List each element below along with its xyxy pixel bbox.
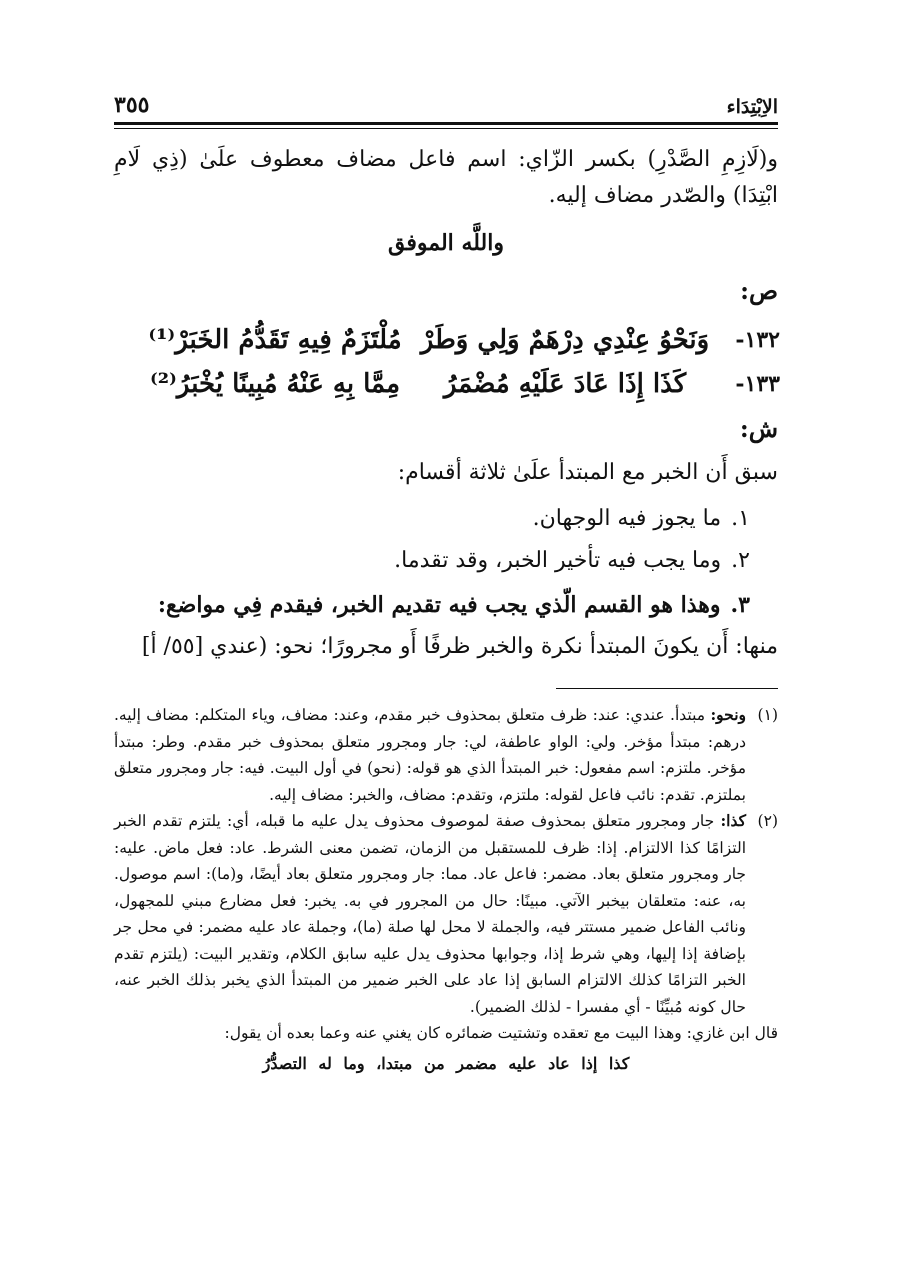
footnote-text: مبتدأ. عندي: عند: ظرف متعلق بمحذوف خبر مقدم، وعند: مضاف، وياء المتكلم: مضاف إليه. درهم: مبتدأ مؤخر. ولي: الواو عاطفة، لي: جار ومجرور متعلق بمحذوف خبر مقدم. وطر: مبتدأ مؤخر. ملتزم: اسم مفعول: خبر المبتدأ الذي هو قوله: (نحو) في أول البيت. فيه: جار ومجرور متعلق بملتزم. تقدم: نائب فاعل لقوله: ملتزم، وتقدم: مضاف، والخبر: مضاف إليه. <box>114 706 746 804</box>
list-item-number: ٢. <box>731 548 750 573</box>
verse-first-hemistich: كَذَا إِذَا عَادَ عَلَيْهِ مُضْمَرُ <box>443 369 687 399</box>
verse-line <box>130 318 780 362</box>
closing-phrase: واللَّه الموفق <box>388 230 504 256</box>
header-rule-thick <box>114 122 778 125</box>
footnote <box>114 702 778 808</box>
list-item <box>394 548 750 573</box>
quote-intro: قال ابن غازي: وهذا البيت مع تعقده وتشتيت ضمائره كان يغني عنه وعما بعده أن يقول: <box>224 1024 778 1042</box>
list-item-text: وهذا هو القسم الّذي يجب فيه تقديم الخبر، فيقدم فِي مواضع: <box>157 592 721 618</box>
list-item-text: ما يجوز فيه الوجهان. <box>532 506 722 531</box>
header-rule-thin <box>114 128 778 129</box>
quote-verse: كذا إذا عاد عليه مضمر من مبتدا، وما له التصدُّرُ <box>262 1053 630 1073</box>
footnote-number: (١) <box>757 706 778 724</box>
verse-second-hemistich: مِمَّا بِهِ عَنْهُ مُبِينًا يُخْبَرُ⁽²⁾ <box>149 369 401 399</box>
verse-first-hemistich: وَنَحْوُ عِنْدِي دِرْهَمٌ وَلِي وَطَرْ <box>420 325 710 355</box>
verse-second-hemistich: مُلْتَزَمٌ فِيهِ تَقَدُّمُ الخَبَرْ⁽¹⁾ <box>148 325 402 355</box>
commentary-lead: سبق أَن الخبر مع المبتدأ علَىٰ ثلاثة أقسام: <box>397 460 778 485</box>
footnote-lead: كذا: <box>720 811 746 830</box>
footnote <box>114 808 778 1020</box>
list-item-text: وما يجب فيه تأخير الخبر، وقد تقدما. <box>394 548 722 573</box>
running-title: الاِبْتِدَاء <box>726 96 778 118</box>
verse-number: ١٣٣- <box>735 371 780 397</box>
footnote-number: (٢) <box>757 812 778 830</box>
footnote-text: جار ومجرور متعلق بمحذوف صفة لموصوف محذوف يدل عليه ما قبله، أي: يلتزم تقدم الخبر التزامًا كذا الالتزام. إذا: ظرف للمستقبل من الزمان، تضمن معنى الشرط. عاد: فعل ماض. عليه: جار ومجرور متعلق بعاد. مضمر: فاعل عاد. مما: جار ومجرور متعلق بعاد أيضًا، و(ما): اسم موصول. به، عنه: متعلقان بيخبر الآتي. مبينًا: حال من المجرور في به. يخبر: فعل مضارع مبني للمجهول، ونائب الفاعل ضمير مستتر فيه، والجملة لا محل لها صلة (ما)، وجملة عاد عليه مضمر: في محل جر بإضافة إذا إليها، وهي شرط إذا، وجوابها محذوف يدل عليه سابق الكلام، وتقدير البيت: (يلتزم تقدم الخبر التزامًا كذلك الالتزام السابق إذا عاد على الخبر ضمير من المبتدأ الذي يخبر بذلك الخبر عنه، حال كونه مُبيِّنًا - أي مفسرا - لذلك الضمير). <box>114 812 746 1016</box>
list-item-number: ٣. <box>730 592 750 618</box>
footnotes <box>114 702 778 1093</box>
list-item <box>158 592 750 618</box>
verse-number: ١٣٢- <box>735 327 780 353</box>
text-label: ص: <box>740 276 778 305</box>
footnote-separator <box>556 688 778 689</box>
commentary-last-line: منها: أَن يكونَ المبتدأ نكرة والخبر ظرفًا أَو مجرورًا؛ نحو: (عندي [٥٥/ أ] <box>141 634 778 659</box>
list-item-number: ١. <box>731 506 750 531</box>
intro-paragraph: و(لَازِمِ الصَّدْرِ) بكسر الزّاي: اسم فاعل مضاف معطوف علَىٰ (ذِي لَامِ ابْتِدَا) والصّدر مضاف إليه. <box>114 147 778 208</box>
page-header <box>114 88 778 118</box>
list-item <box>533 506 750 531</box>
commentary-label: ش: <box>739 414 778 443</box>
verse-line <box>130 362 780 406</box>
footnote-lead: ونحو: <box>710 705 746 724</box>
page-number: ٣٥٥ <box>114 92 150 118</box>
